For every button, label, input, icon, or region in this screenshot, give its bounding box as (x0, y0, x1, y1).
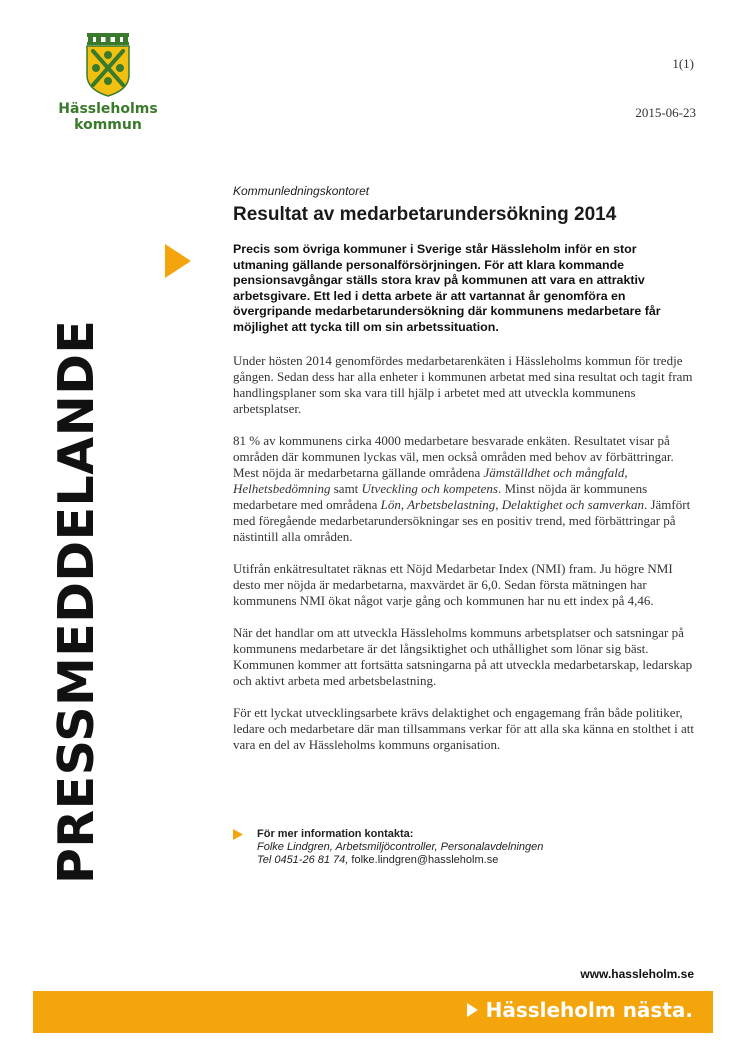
contact-heading: För mer information kontakta: (257, 828, 414, 840)
contact-person: Folke Lindgren, Arbetsmiljöcontroller, Personalavdelningen (257, 841, 544, 853)
coat-of-arms-icon (85, 33, 131, 97)
slogan-text: Hässleholm nästa. (485, 998, 693, 1022)
contact-info (233, 828, 653, 867)
paragraph-5: För ett lyckat utvecklingsarbete krävs delaktighet och engagemang från både politiker, ledare och medarbetare där man tillsammans verkar för att alla ska känna en stolthet i att vara en del av Hässleholms kommuns organisation. (233, 705, 694, 752)
p2-text-b: samt (330, 481, 362, 496)
document-date: 2015-06-23 (635, 105, 696, 120)
logo-name-line2: kommun (74, 117, 142, 133)
play-arrow-icon (467, 1003, 478, 1017)
article-lead: Precis som övriga kommuner i Sverige står Hässleholm inför en stor utmaning gällande personalförsörjningen. För att klara kommande pensionsavgångar ställs stora krav på kommunen att vara en attraktiv arbetsgivare. Ett led i detta arbete är att vartannat år genomföra en övergripande medarbetarundersökning där kommunens medarbetare får möjlighet att tycka till om sin arbetssituation. (233, 242, 661, 334)
article-title: Resultat av medarbetarundersökning 2014 (233, 204, 617, 225)
paragraph-1: Under hösten 2014 genomfördes medarbetarenkäten i Hässleholms kommun för tredje gången. Sedan dess har alla enheter i kommunen arbetat med sina resultat och tagit fram handlingsplaner som ska vara till hjälp i arbetet med att utveckla kommunens arbetsplatser. (233, 353, 693, 416)
page-number: 1(1) (672, 56, 694, 71)
p2-text-d: . Jämfört med föregående medarbetarundersökningar ses en positiv trend, med förbättringar på nästintill alla områden. (233, 497, 691, 544)
small-orange-arrow-icon (233, 829, 243, 840)
slogan (467, 998, 693, 1022)
p2-italic-1: Jämställdhet och mångfald, Helhetsbedömning (233, 465, 628, 496)
municipality-logo (58, 33, 158, 133)
p2-text-a: 81 % av kommunens cirka 4000 medarbetare besvarade enkäten. Resultatet visar på områden där kommunen lyckas väl, men också områden med behov av förbättringar. Mest nöjda är medarbetarna gällande områdena (233, 433, 674, 480)
contact-phone: Tel 0451-26 81 74, (257, 854, 349, 866)
contact-email[interactable]: folke.lindgren@hassleholm.se (348, 854, 499, 866)
logo-name-line1: Hässleholms (58, 101, 158, 117)
orange-arrow-icon (165, 244, 191, 278)
p2-text-c: . Minst nöjda är kommunens medarbetare med områdena (233, 481, 648, 512)
website-link[interactable]: www.hassleholm.se (580, 967, 694, 981)
paragraph-2 (233, 433, 695, 545)
p2-italic-2: Utveckling och kompetens (361, 481, 498, 496)
article (233, 184, 703, 769)
department-name: Kommunledningskontoret (233, 184, 370, 198)
contact-phone-line (257, 854, 653, 867)
p2-italic-3: Lön, Arbetsbelastning, Delaktighet och samverkan (380, 497, 644, 512)
press-release-label: PRESSMEDDELANDE (48, 319, 105, 884)
paragraph-4: När det handlar om att utveckla Hässleholms kommuns arbetsplatser och satsningar på kommunens medarbetare är det långsiktighet och uthållighet som lönar sig bäst. Kommunen kommer att fortsätta satsningarna på att utveckla medarbetarskap, ledarskap och aktivt arbeta med arbetsbelastning. (233, 625, 693, 688)
article-body (233, 353, 703, 753)
logo-text (58, 101, 158, 133)
footer-bar (33, 991, 713, 1033)
paragraph-3: Utifrån enkätresultatet räknas ett Nöjd Medarbetar Index (NMI) fram. Ju högre NMI desto mer nöjda är medarbetarna, maxvärdet är 6,0. Sedan första mätningen har kommunens NMI ökat något varje gång och kommunen har nu ett index på 4,46. (233, 561, 673, 608)
